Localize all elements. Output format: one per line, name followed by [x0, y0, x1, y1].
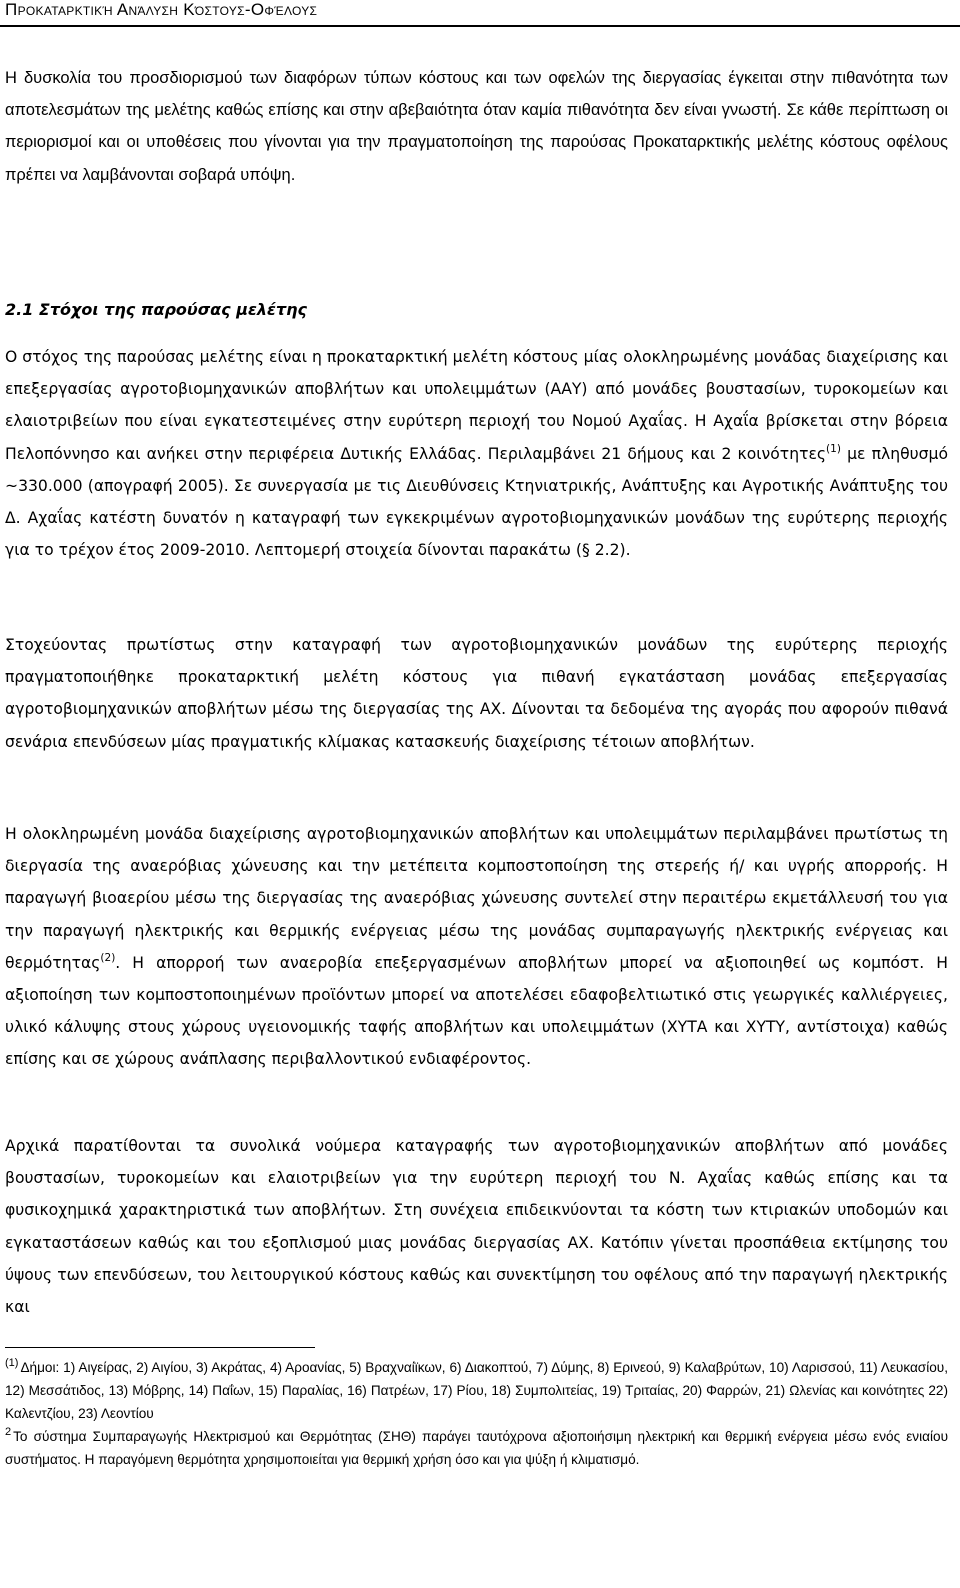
integrated-unit-text-part-2: . Η απορροή των αναεροβία επεξεργασμένων αποβλήτων μπορεί να αξιοποιηθεί ως κομπόστ. Η αξιοποίηση των κομποστοποιημένων προϊόντων μπορεί να αποτελέσει εδαφοβελτιωτικό στις γεωργικές καλλιέργειες, υλικό κάλυψης στους χώρους υγειονομικής ταφής αποβλήτων και υπολειμμάτων (ΧΥΤΑ και ΧΥΤΥ, αντίστοιχα) καθώς επίσης και σε χώρους ανάπλασης περιβαλλοντικού ενδιαφέροντος. — [5, 953, 948, 1069]
footnote-1-marker: (1) — [5, 1357, 19, 1369]
footnote-separator — [5, 1347, 315, 1348]
initial-data-paragraph: Αρχικά παρατίθονται τα συνολικά νούμερα καταγραφής των αγροτοβιομηχανικών αποβλήτων από μονάδες βουστασίων, τυροκομείων και ελαιοτριβείων για την ευρύτερη περιοχή του Ν. Αχαΐας καθώς επίσης και τα φυσικοχημικά χαρακτηριστικά των αποβλήτων. Στη συνέχεια επιδεικνύονται τα κόστη των κτιριακών υποδομών και εγκαταστάσεων καθώς και του εξοπλισμού μιας μονάδας διεργασίας ΑΧ. Κατόπιν γίνεται προσπάθεια εκτίμησης του ύψους των επενδύσεων, του λειτουργικού κόστους καθώς και συνεκτίμηση του οφέλους από την παραγωγή ηλεκτρικής και — [5, 1137, 948, 1317]
integrated-unit-text-part-1: Η ολοκληρωμένη μονάδα διαχείρισης αγροτοβιομηχανικών αποβλήτων και υπολειμμάτων περιλαμβάνει πρωτίστως τη διεργασία της αναερόβιας χώνευσης και την μετέπειτα κομποστοποίηση της στερεής ή/ και υγρής απορροής. Η παραγωγή βιοαερίου μέσω της διεργασίας της αναερόβιας χώνευσης συντελεί στην περαιτέρω εκμετάλλευσή του για την παραγωγή ηλεκτρικής και θερμικής ενέργειας μέσω της μονάδας συμπαραγωγής ηλεκτρικής ενέργειας και θερμότητας — [5, 825, 948, 972]
footnote-2 — [5, 1425, 948, 1471]
objectives-text-part-2: με πληθυσμό ~330.000 (απογραφή 2005). Σε συνεργασία με τις Διευθύνσεις Κτηνιατρικής, Ανάπτυξης και Αγροτικής Ανάπτυξης του Δ. Αχαΐας κατέστη δυνατόν η καταγραφή των εγκεκριμένων αγροτοβιομηχανικών μονάδων της ευρύτερης περιοχής για το τρέχον έτος 2009-2010. Λεπτομερή στοιχεία δίνονται παρακάτω (§ 2.2). — [5, 444, 948, 560]
objectives-paragraph — [5, 341, 948, 566]
header-title: Προκαταρκτική Ανάλυση Κόστους-Οφέλους — [5, 0, 318, 19]
targeting-paragraph: Στοχεύοντας πρωτίστως στην καταγραφή των αγροτοβιομηχανικών μονάδων της ευρύτερης περιοχής πραγματοποιήθηκε προκαταρκτική μελέτη κόστους για πιθανή εγκατάσταση μονάδας επεξεργασίας αγροτοβιομηχανικών αποβλήτων μέσω της διεργασίας της ΑΧ. Δίνονται τα δεδομένα της αγοράς που αφορούν πιθανά σενάρια επενδύσεων μίας πραγματικής κλίμακας κατασκευής διαχείρισης τέτοιων αποβλήτων. — [5, 636, 948, 751]
header-rule — [0, 25, 960, 27]
footnote-2-text: Το σύστημα Συμπαραγωγής Ηλεκτρισμού και Θερμότητας (ΣΗΘ) παράγει ταυτόχρονα αξιοποιήσιμη ηλεκτρική και θερμική ενέργεια μέσω ενός ενιαίου συστήματος. Η παραγόμενη θερμότητα χρησιμοποιείται για θερμική χρήση όσο και για ψύξη ή κλιματισμό. — [5, 1429, 948, 1468]
footnote-2-marker: 2 — [5, 1426, 12, 1438]
footnote-ref-1[interactable]: (1) — [826, 442, 841, 455]
footnote-1 — [5, 1356, 948, 1426]
intro-paragraph: Η δυσκολία του προσδιορισμού των διαφόρων τύπων κόστους και των οφελών της διεργασίας έγκειται στην πιθανότητα των αποτελεσμάτων της μελέτης καθώς επίσης και στην αβεβαιότητα όταν καμία πιθανότητα δεν είναι γνωστή. Σε κάθε περίπτωση οι περιορισμοί και οι υποθέσεις που γίνονται για την πραγματοποίηση της παρούσας Προκαταρκτικής μελέτης κόστους οφέλους πρέπει να λαμβάνονται σοβαρά υπόψη. — [5, 69, 948, 184]
section-heading: 2.1 Στόχοι της παρούσας μελέτης — [5, 300, 308, 319]
running-header — [5, 0, 317, 20]
footnote-1-text: Δήμοι: 1) Αιγείρας, 2) Αιγίου, 3) Ακράτας, 4) Αροανίας, 5) Βραχναίϊκων, 6) Διακοπτού, 7) Δύμης, 8) Ερινεού, 9) Καλαβρύτων, 10) Λαρισσού, 11) Λευκασίου, 12) Μεσσάτιδος, 13) Μόβρης, 14) Παΐων, 15) Παραλίας, 16) Πατρέων, 17) Ρίου, 18) Συμπολιτείας, 19) Τριταίας, 20) Φαρρών, 21) Ωλενίας και κοινότητες 22) Καλεντζίου, 23) Λεοντίου — [5, 1360, 948, 1422]
objectives-text-part-1: Ο στόχος της παρούσας μελέτης είναι η προκαταρκτική μελέτη κόστους μίας ολοκληρωμένης μονάδας διαχείρισης και επεξεργασίας αγροτοβιομηχανικών αποβλήτων και υπολειμμάτων (ΑΑΥ) από μονάδες βουστασίων, τυροκομείων και ελαιοτριβείων που είναι εγκατεστειμένες στην ευρύτερη περιοχή του Νομού Αχαΐας. Η Αχαΐα βρίσκεται στην βόρεια Πελοπόννησο και ανήκει στην περιφέρεια Δυτικής Ελλάδας. Περιλαμβάνει 21 δήμους και 2 κοινότητες — [5, 348, 948, 463]
footnote-ref-2[interactable]: (2) — [100, 951, 116, 964]
integrated-unit-paragraph — [5, 818, 948, 1076]
